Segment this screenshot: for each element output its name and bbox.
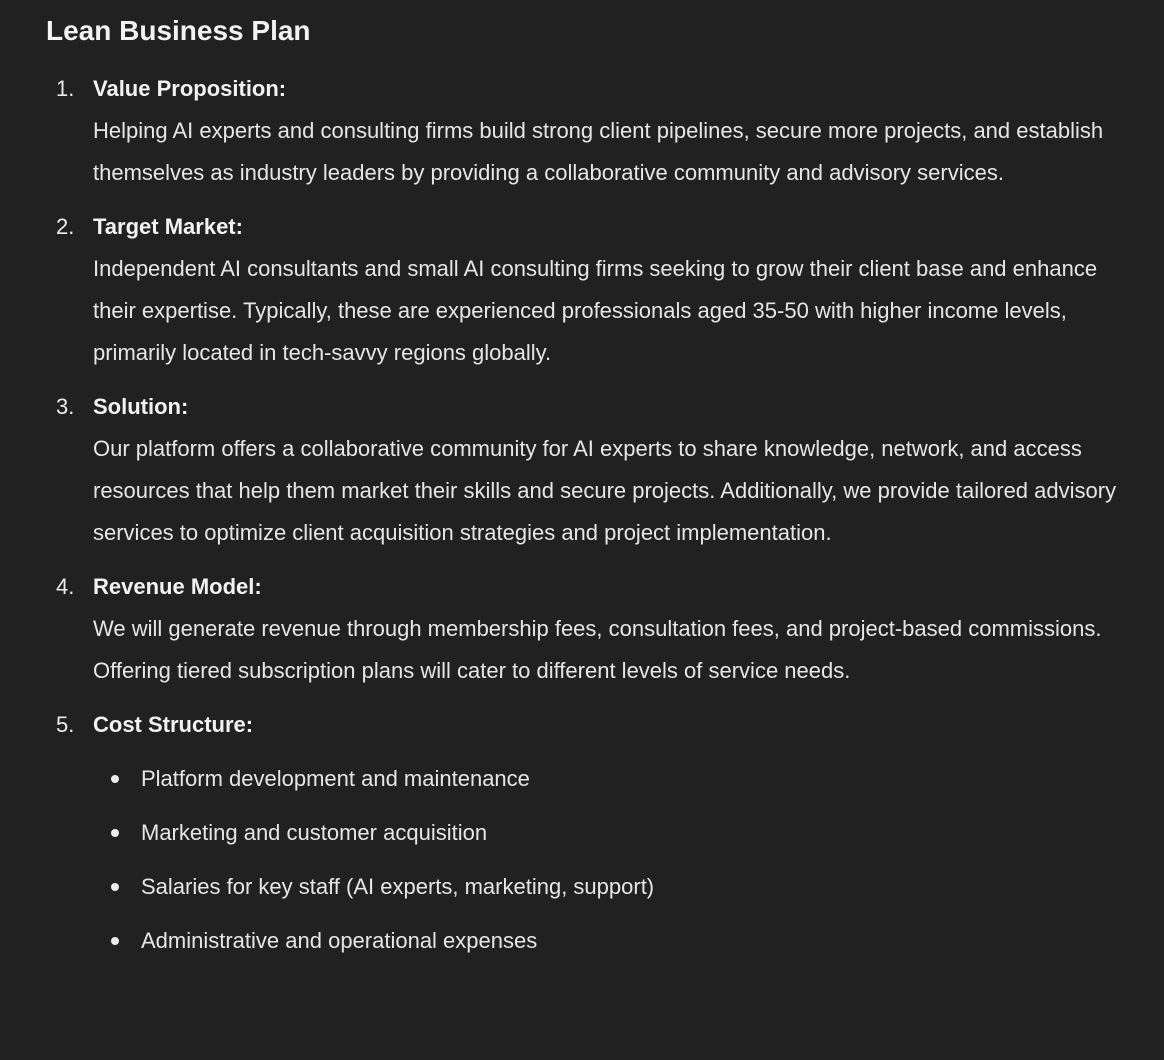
bullet-item [93,866,1126,908]
section-body: Independent AI consultants and small AI consulting firms seeking to grow their client base and enhance their expertise. Typically, these are experienced professionals aged 35-50 with higher income levels, primarily located in tech-savvy regions globally. [93,256,1098,365]
bullet-item [93,758,1126,800]
bullet-dot-icon [111,775,119,783]
bullet-item [93,920,1126,962]
bullet-text: Administrative and operational expenses [141,928,538,953]
section-cost-structure [46,704,1126,962]
section-target-market [46,206,1126,374]
section-heading: Cost Structure: [93,712,254,737]
bullet-dot-icon [111,883,119,891]
bullet-text: Salaries for key staff (AI experts, marketing, support) [141,874,655,899]
section-revenue-model [46,566,1126,692]
bullet-dot-icon [111,829,119,837]
cost-bullet-list [93,758,1126,962]
section-number: 3. [56,394,75,419]
section-value-proposition [46,68,1126,194]
section-number: 4. [56,574,75,599]
section-body: We will generate revenue through membership fees, consultation fees, and project-based commissions. Offering tiered subscription plans will cater to different levels of service needs. [93,616,1102,683]
document [46,12,1126,974]
section-heading: Solution: [93,394,189,419]
bullet-dot-icon [111,937,119,945]
bullet-text: Platform development and maintenance [141,766,530,791]
section-list [46,68,1126,962]
document-title: Lean Business Plan [46,15,311,46]
section-number: 2. [56,214,75,239]
section-heading: Target Market: [93,214,243,239]
section-number: 1. [56,76,75,101]
section-body: Our platform offers a collaborative community for AI experts to share knowledge, network, and access resources that help them market their skills and secure projects. Additionally, we provide tailored advisory services to optimize client acquisition strategies and project implementation. [93,436,1117,545]
bullet-item [93,812,1126,854]
section-body: Helping AI experts and consulting firms build strong client pipelines, secure more projects, and establish themselves as industry leaders by providing a collaborative community and advisory services. [93,118,1104,185]
section-number: 5. [56,712,75,737]
section-solution [46,386,1126,554]
bullet-text: Marketing and customer acquisition [141,820,488,845]
section-heading: Value Proposition: [93,76,287,101]
section-heading: Revenue Model: [93,574,262,599]
